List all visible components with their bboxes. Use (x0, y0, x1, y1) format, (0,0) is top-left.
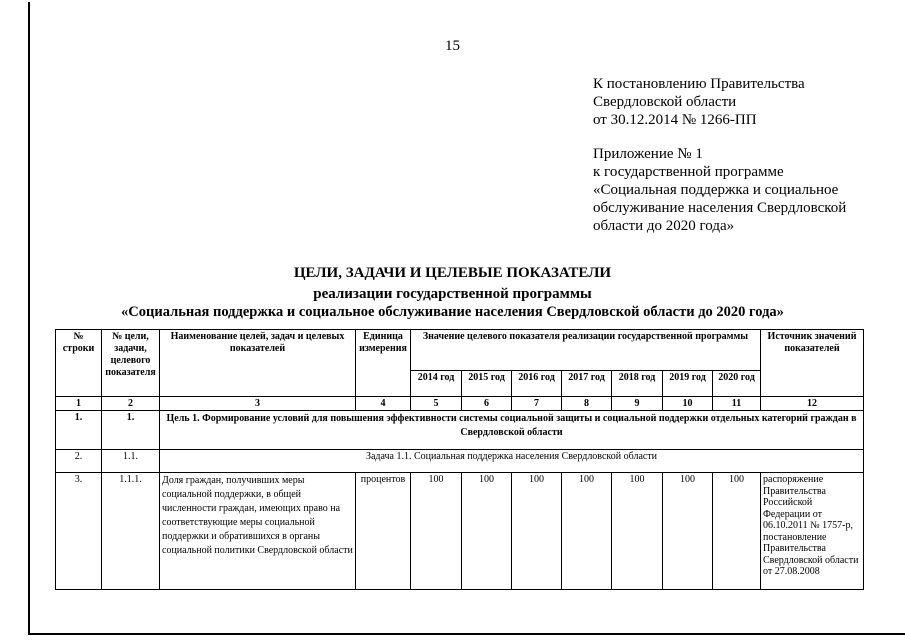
header-year: 2018 год (612, 370, 663, 396)
indicator-value: 100 (713, 473, 761, 590)
document-title: ЦЕЛИ, ЗАДАЧИ И ЦЕЛЕВЫЕ ПОКАЗАТЕЛИ (293, 265, 612, 281)
header-year: 2016 год (512, 370, 562, 396)
task-number: 1.1. (102, 450, 160, 473)
header-goal-no: № цели, задачи, целевого показателя (102, 330, 160, 397)
document-subtitle: реализации государственной программы (313, 286, 592, 302)
indicator-unit: процентов (356, 473, 411, 590)
header-row-no: № строки (56, 330, 102, 397)
column-number: 12 (761, 397, 864, 411)
header-year: 2017 год (562, 370, 612, 396)
appendix-line: области до 2020 года» (593, 218, 735, 234)
indicator-value: 100 (663, 473, 713, 590)
column-number: 11 (713, 397, 761, 411)
header-year: 2015 год (462, 370, 512, 396)
table-header-row (56, 330, 864, 371)
column-number: 1 (56, 397, 102, 411)
header-source: Источник значений показателей (761, 330, 864, 397)
indicator-value: 100 (512, 473, 562, 590)
appendix-line: Приложение № 1 (593, 146, 703, 162)
table-row-goal (56, 411, 864, 450)
goal-text: Цель 1. Формирование условий для повышения эффективности системы социальной защиты и социальной поддержки отдельных категорий граждан в Свердловской области (160, 411, 864, 450)
resolution-line: от 30.12.2014 № 1266-ПП (593, 112, 757, 128)
indicator-name: Доля граждан, получивших меры социальной поддержки, в общей численности граждан, имеющих право на соответствующие меры социальной поддержки и обратившихся в органы социальной политики Свердловской области (160, 473, 356, 590)
task-text: Задача 1.1. Социальная поддержка населения Свердловской области (160, 450, 864, 473)
column-number: 9 (612, 397, 663, 411)
row-number: 2. (56, 450, 102, 473)
column-numbers-row (56, 397, 864, 411)
resolution-line: Свердловской области (593, 94, 737, 110)
column-number: 5 (411, 397, 462, 411)
header-values: Значение целевого показателя реализации государственной программы (411, 330, 761, 371)
header-name: Наименование целей, задач и целевых показателей (160, 330, 356, 397)
column-number: 4 (356, 397, 411, 411)
indicator-value: 100 (411, 473, 462, 590)
goals-table (55, 329, 864, 590)
column-number: 3 (160, 397, 356, 411)
goal-number: 1. (102, 411, 160, 450)
column-number: 7 (512, 397, 562, 411)
header-year: 2019 год (663, 370, 713, 396)
appendix-line: к государственной программе (593, 164, 784, 180)
indicator-value: 100 (612, 473, 663, 590)
resolution-reference (593, 75, 893, 129)
table-row-indicator (56, 473, 864, 590)
column-number: 8 (562, 397, 612, 411)
program-name: «Социальная поддержка и социальное обслуживание населения Свердловской области до 2020 года» (121, 304, 784, 320)
appendix-line: «Социальная поддержка и социальное (593, 182, 839, 198)
indicator-source: распоряжение Правительства Российской Федерации от 06.10.2011 № 1757-р, постановление Правительства Свердловской области от 27.08.2008 (761, 473, 864, 590)
column-number: 6 (462, 397, 512, 411)
header-year: 2014 год (411, 370, 462, 396)
header-unit: Единица измерения (356, 330, 411, 397)
row-number: 3. (56, 473, 102, 590)
appendix-reference (593, 145, 893, 235)
column-number: 2 (102, 397, 160, 411)
page-number: 15 (445, 38, 460, 54)
table-row-task (56, 450, 864, 473)
indicator-value: 100 (562, 473, 612, 590)
column-number: 10 (663, 397, 713, 411)
row-number: 1. (56, 411, 102, 450)
indicator-value: 100 (462, 473, 512, 590)
indicator-number: 1.1.1. (102, 473, 160, 590)
appendix-line: обслуживание населения Свердловской (593, 200, 847, 216)
header-year: 2020 год (713, 370, 761, 396)
resolution-line: К постановлению Правительства (593, 76, 805, 92)
